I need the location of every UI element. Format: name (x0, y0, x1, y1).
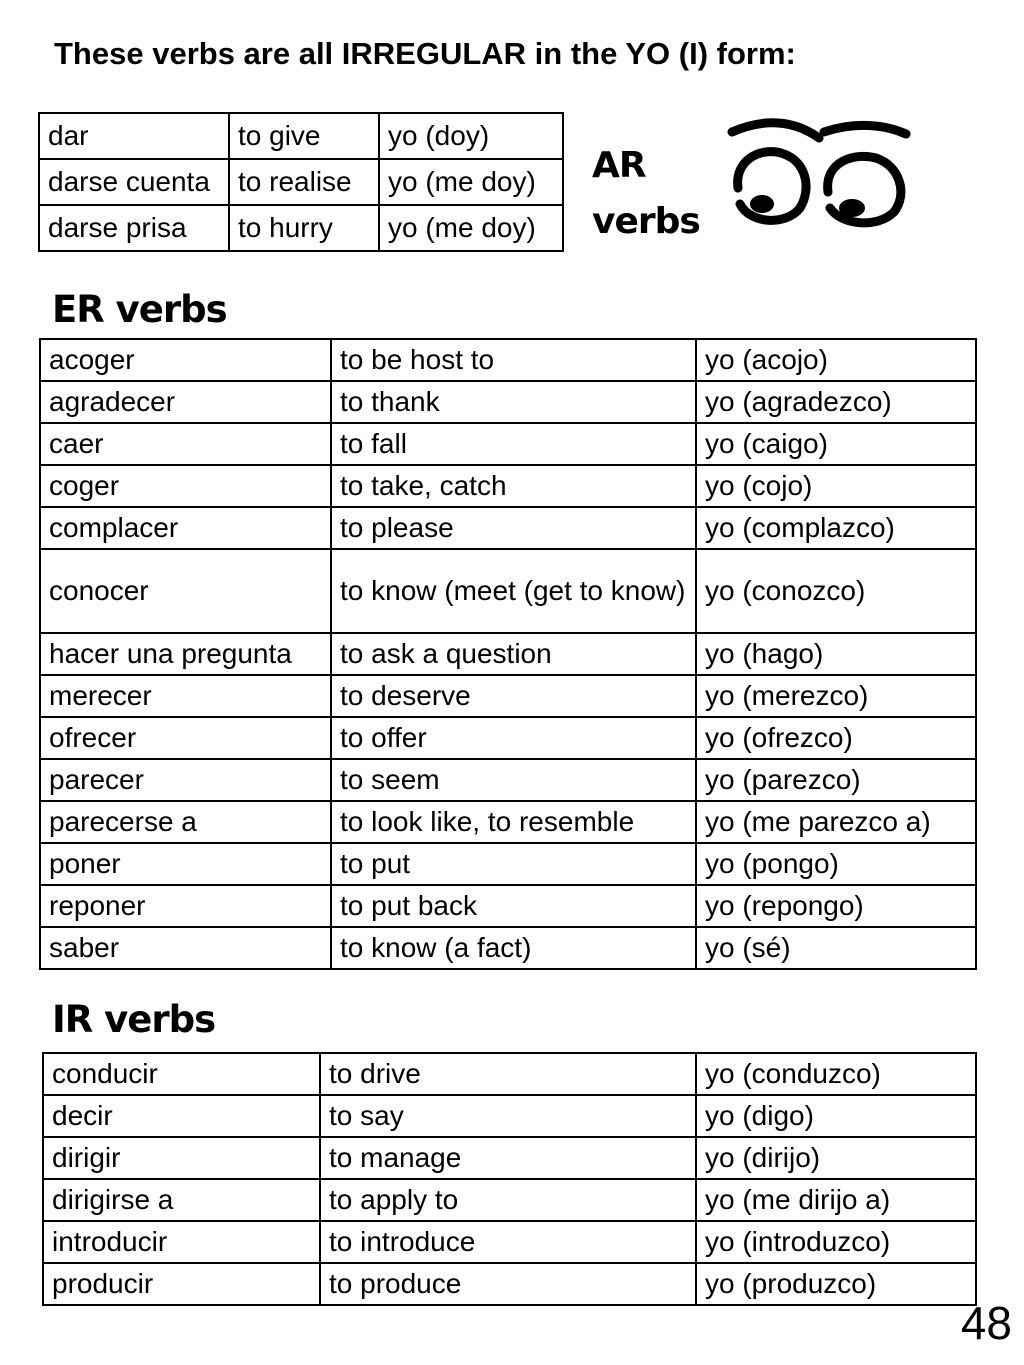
meaning-cell: to thank (331, 381, 696, 423)
yo-form-cell: yo (conduzco) (696, 1053, 976, 1095)
yo-form-cell: yo (cojo) (696, 465, 976, 507)
verb-cell: dar (39, 113, 229, 159)
table-row (39, 113, 563, 159)
verb-cell: poner (40, 843, 331, 885)
yo-form-cell: yo (me dirijo a) (696, 1179, 976, 1221)
meaning-cell: to fall (331, 423, 696, 465)
meaning-cell: to look like, to resemble (331, 801, 696, 843)
verb-cell: dirigir (43, 1137, 320, 1179)
table-row (40, 381, 976, 423)
verb-cell: hacer una pregunta (40, 633, 331, 675)
er-verbs-table (39, 338, 977, 970)
table-row (40, 339, 976, 381)
verb-cell: ofrecer (40, 717, 331, 759)
meaning-cell: to introduce (320, 1221, 696, 1263)
page-number: 48 (960, 1297, 1012, 1349)
table-row (40, 927, 976, 969)
table-row (43, 1179, 976, 1221)
yo-form-cell: yo (acojo) (696, 339, 976, 381)
er-verbs-heading: ER verbs (52, 288, 227, 331)
ar-heading-line2: verbs (592, 201, 700, 242)
meaning-cell: to know (a fact) (331, 927, 696, 969)
verb-cell: caer (40, 423, 331, 465)
table-row (40, 423, 976, 465)
verb-cell: conducir (43, 1053, 320, 1095)
yo-form-cell: yo (parezco) (696, 759, 976, 801)
verb-cell: introducir (43, 1221, 320, 1263)
yo-form-cell: yo (agradezco) (696, 381, 976, 423)
yo-form-cell: yo (me doy) (379, 159, 563, 205)
meaning-cell: to deserve (331, 675, 696, 717)
verb-cell: complacer (40, 507, 331, 549)
yo-form-cell: yo (hago) (696, 633, 976, 675)
yo-form-cell: yo (conozco) (696, 549, 976, 633)
yo-form-cell: yo (digo) (696, 1095, 976, 1137)
meaning-cell: to put (331, 843, 696, 885)
yo-form-cell: yo (repongo) (696, 885, 976, 927)
table-row (40, 843, 976, 885)
table-row (43, 1221, 976, 1263)
meaning-cell: to drive (320, 1053, 696, 1095)
meaning-cell: to please (331, 507, 696, 549)
table-row (40, 549, 976, 633)
meaning-cell: to be host to (331, 339, 696, 381)
ar-verbs-table (38, 112, 564, 252)
verb-cell: agradecer (40, 381, 331, 423)
verb-cell: reponer (40, 885, 331, 927)
verb-cell: dirigirse a (43, 1179, 320, 1221)
meaning-cell: to put back (331, 885, 696, 927)
ir-verbs-heading: IR verbs (52, 998, 216, 1041)
meaning-cell: to hurry (229, 205, 379, 251)
table-row (40, 885, 976, 927)
yo-form-cell: yo (pongo) (696, 843, 976, 885)
yo-form-cell: yo (caigo) (696, 423, 976, 465)
meaning-cell: to give (229, 113, 379, 159)
yo-form-cell: yo (sé) (696, 927, 976, 969)
meaning-cell: to manage (320, 1137, 696, 1179)
yo-form-cell: yo (introduzco) (696, 1221, 976, 1263)
table-row (43, 1095, 976, 1137)
table-row (43, 1137, 976, 1179)
table-row (39, 205, 563, 251)
eyes-icon (724, 118, 914, 230)
verb-cell: darse prisa (39, 205, 229, 251)
verb-cell: conocer (40, 549, 331, 633)
meaning-cell: to say (320, 1095, 696, 1137)
yo-form-cell: yo (me doy) (379, 205, 563, 251)
table-row (40, 465, 976, 507)
meaning-cell: to offer (331, 717, 696, 759)
ar-heading-line1: AR (592, 145, 646, 186)
table-row (43, 1263, 976, 1305)
page-title: These verbs are all IRREGULAR in the YO (I) form: (54, 36, 796, 71)
verb-cell: merecer (40, 675, 331, 717)
ir-verbs-table (42, 1052, 977, 1306)
table-row (40, 759, 976, 801)
table-row (40, 507, 976, 549)
verb-cell: acoger (40, 339, 331, 381)
table-row (40, 675, 976, 717)
verb-cell: saber (40, 927, 331, 969)
verb-cell: parecerse a (40, 801, 331, 843)
yo-form-cell: yo (merezco) (696, 675, 976, 717)
meaning-cell: to seem (331, 759, 696, 801)
yo-form-cell: yo (produzco) (696, 1263, 976, 1305)
yo-form-cell: yo (ofrezco) (696, 717, 976, 759)
yo-form-cell: yo (doy) (379, 113, 563, 159)
table-row (43, 1053, 976, 1095)
table-row (40, 633, 976, 675)
table-row (40, 717, 976, 759)
table-row (40, 801, 976, 843)
table-row (39, 159, 563, 205)
yo-form-cell: yo (complazco) (696, 507, 976, 549)
verb-cell: decir (43, 1095, 320, 1137)
meaning-cell: to realise (229, 159, 379, 205)
meaning-cell: to know (meet (get to know) (331, 549, 696, 633)
verb-cell: coger (40, 465, 331, 507)
meaning-cell: to apply to (320, 1179, 696, 1221)
verb-cell: producir (43, 1263, 320, 1305)
yo-form-cell: yo (me parezco a) (696, 801, 976, 843)
meaning-cell: to take, catch (331, 465, 696, 507)
yo-form-cell: yo (dirijo) (696, 1137, 976, 1179)
meaning-cell: to ask a question (331, 633, 696, 675)
verb-cell: parecer (40, 759, 331, 801)
verb-cell: darse cuenta (39, 159, 229, 205)
ar-verbs-heading (592, 138, 700, 250)
meaning-cell: to produce (320, 1263, 696, 1305)
